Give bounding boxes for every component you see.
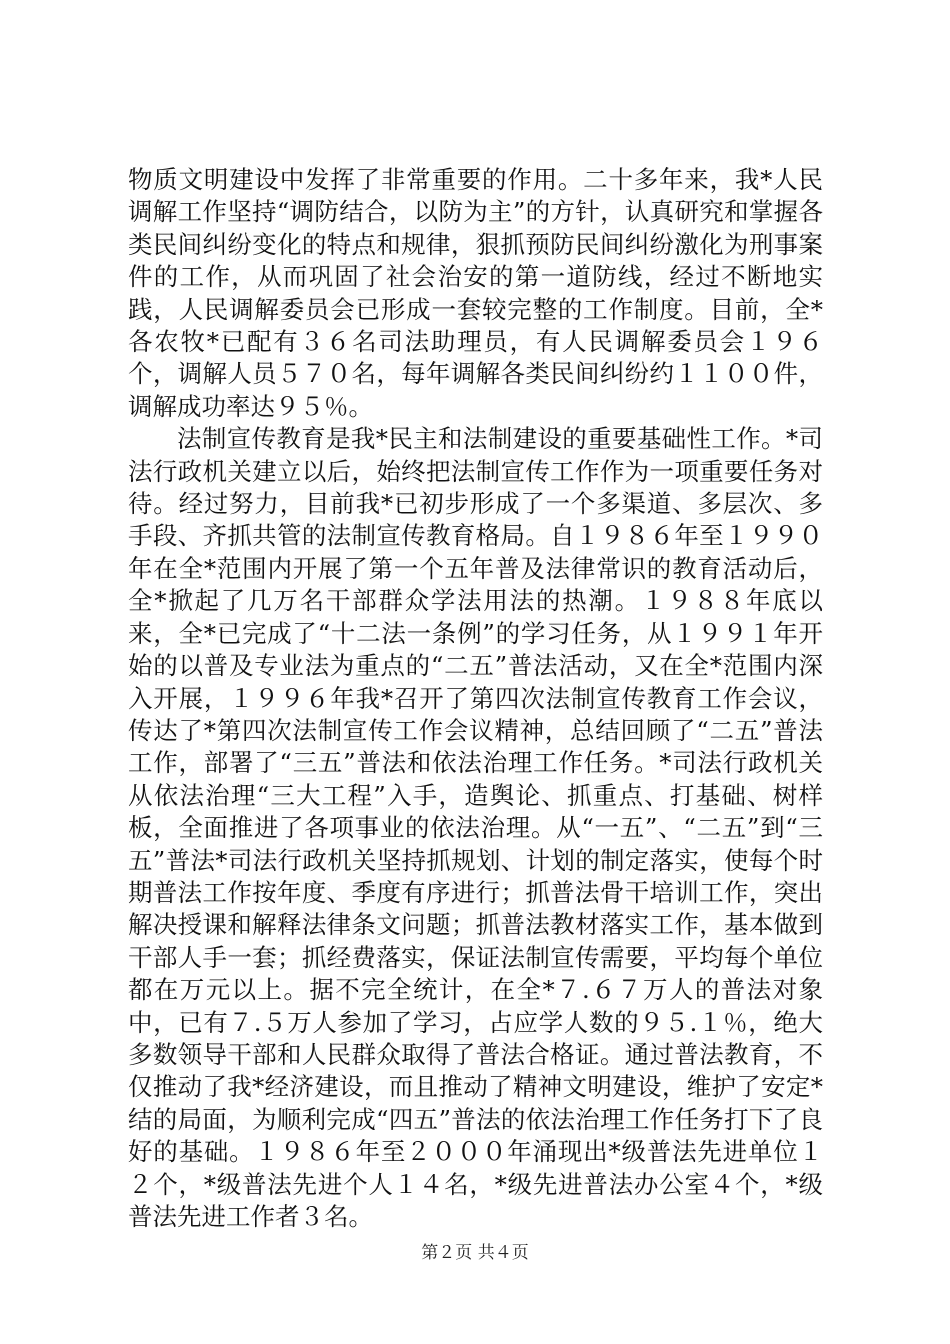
document-body bbox=[128, 164, 823, 1233]
paragraph-legal-education: 法制宣传教育是我*民主和法制建设的重要基础性工作。*司法行政机关建立以后，始终把法制宣传工作作为一项重要任务对待。经过努力，目前我*已初步形成了一个多渠道、多层次、多手段、齐抓共管的法制宣传教育格局。自１９８６年至１９９０年在全*范围内开展了第一个五年普及法律常识的教育活动后，全*掀起了几万名干部群众学法用法的热潮。１９８８年底以来，全*已完成了“十二法一条例”的学习任务，从１９９１年开始的以普及专业法为重点的“二五”普法活动，又在全*范围内深入开展，１９９６年我*召开了第四次法制宣传教育工作会议，传达了*第四次法制宣传工作会议精神，总结回顾了“二五”普法工作，部署了“三五”普法和依法治理工作任务。*司法行政机关从依法治理“三大工程”入手，造舆论、抓重点、打基础、树样板，全面推进了各项事业的依法治理。从“一五”、“二五”到“三五”普法*司法行政机关坚持抓规划、计划的制定落实，使每个时期普法工作按年度、季度有序进行；抓普法骨干培训工作，突出解决授课和解释法律条文问题；抓普法教材落实工作，基本做到干部人手一套；抓经费落实，保证法制宣传需要，平均每个单位都在万元以上。据不完全统计，在全*７.６７万人的普法对象中，已有７.５万人参加了学习，占应学人数的９５.１％，绝大多数领导干部和人民群众取得了普法合格证。通过普法教育，不仅推动了我*经济建设，而且推动了精神文明建设，维护了安定*结的局面，为顺利完成“四五”普法的依法治理工作任务打下了良好的基础。１９８６年至２０００年涌现出*级普法先进单位１２个，*级普法先进个人１４名，*级先进普法办公室４个，*级普法先进工作者３名。 bbox=[128, 424, 823, 1231]
page-number-footer: 第２页 共４页 bbox=[421, 1243, 529, 1263]
paragraph-mediation: 物质文明建设中发挥了非常重要的作用。二十多年来，我*人民调解工作坚持“调防结合，以防为主”的方针，认真研究和掌握各类民间纠纷变化的特点和规律，狠抓预防民间纠纷激化为刑事案件的工作，从而巩固了社会治安的第一道防线，经过不断地实践，人民调解委员会已形成一套较完整的工作制度。目前，全*各农牧*已配有３６名司法助理员，有人民调解委员会１９６个，调解人员５７０名，每年调解各类民间纠纷约１１００件，调解成功率达９５％。 bbox=[128, 165, 823, 421]
